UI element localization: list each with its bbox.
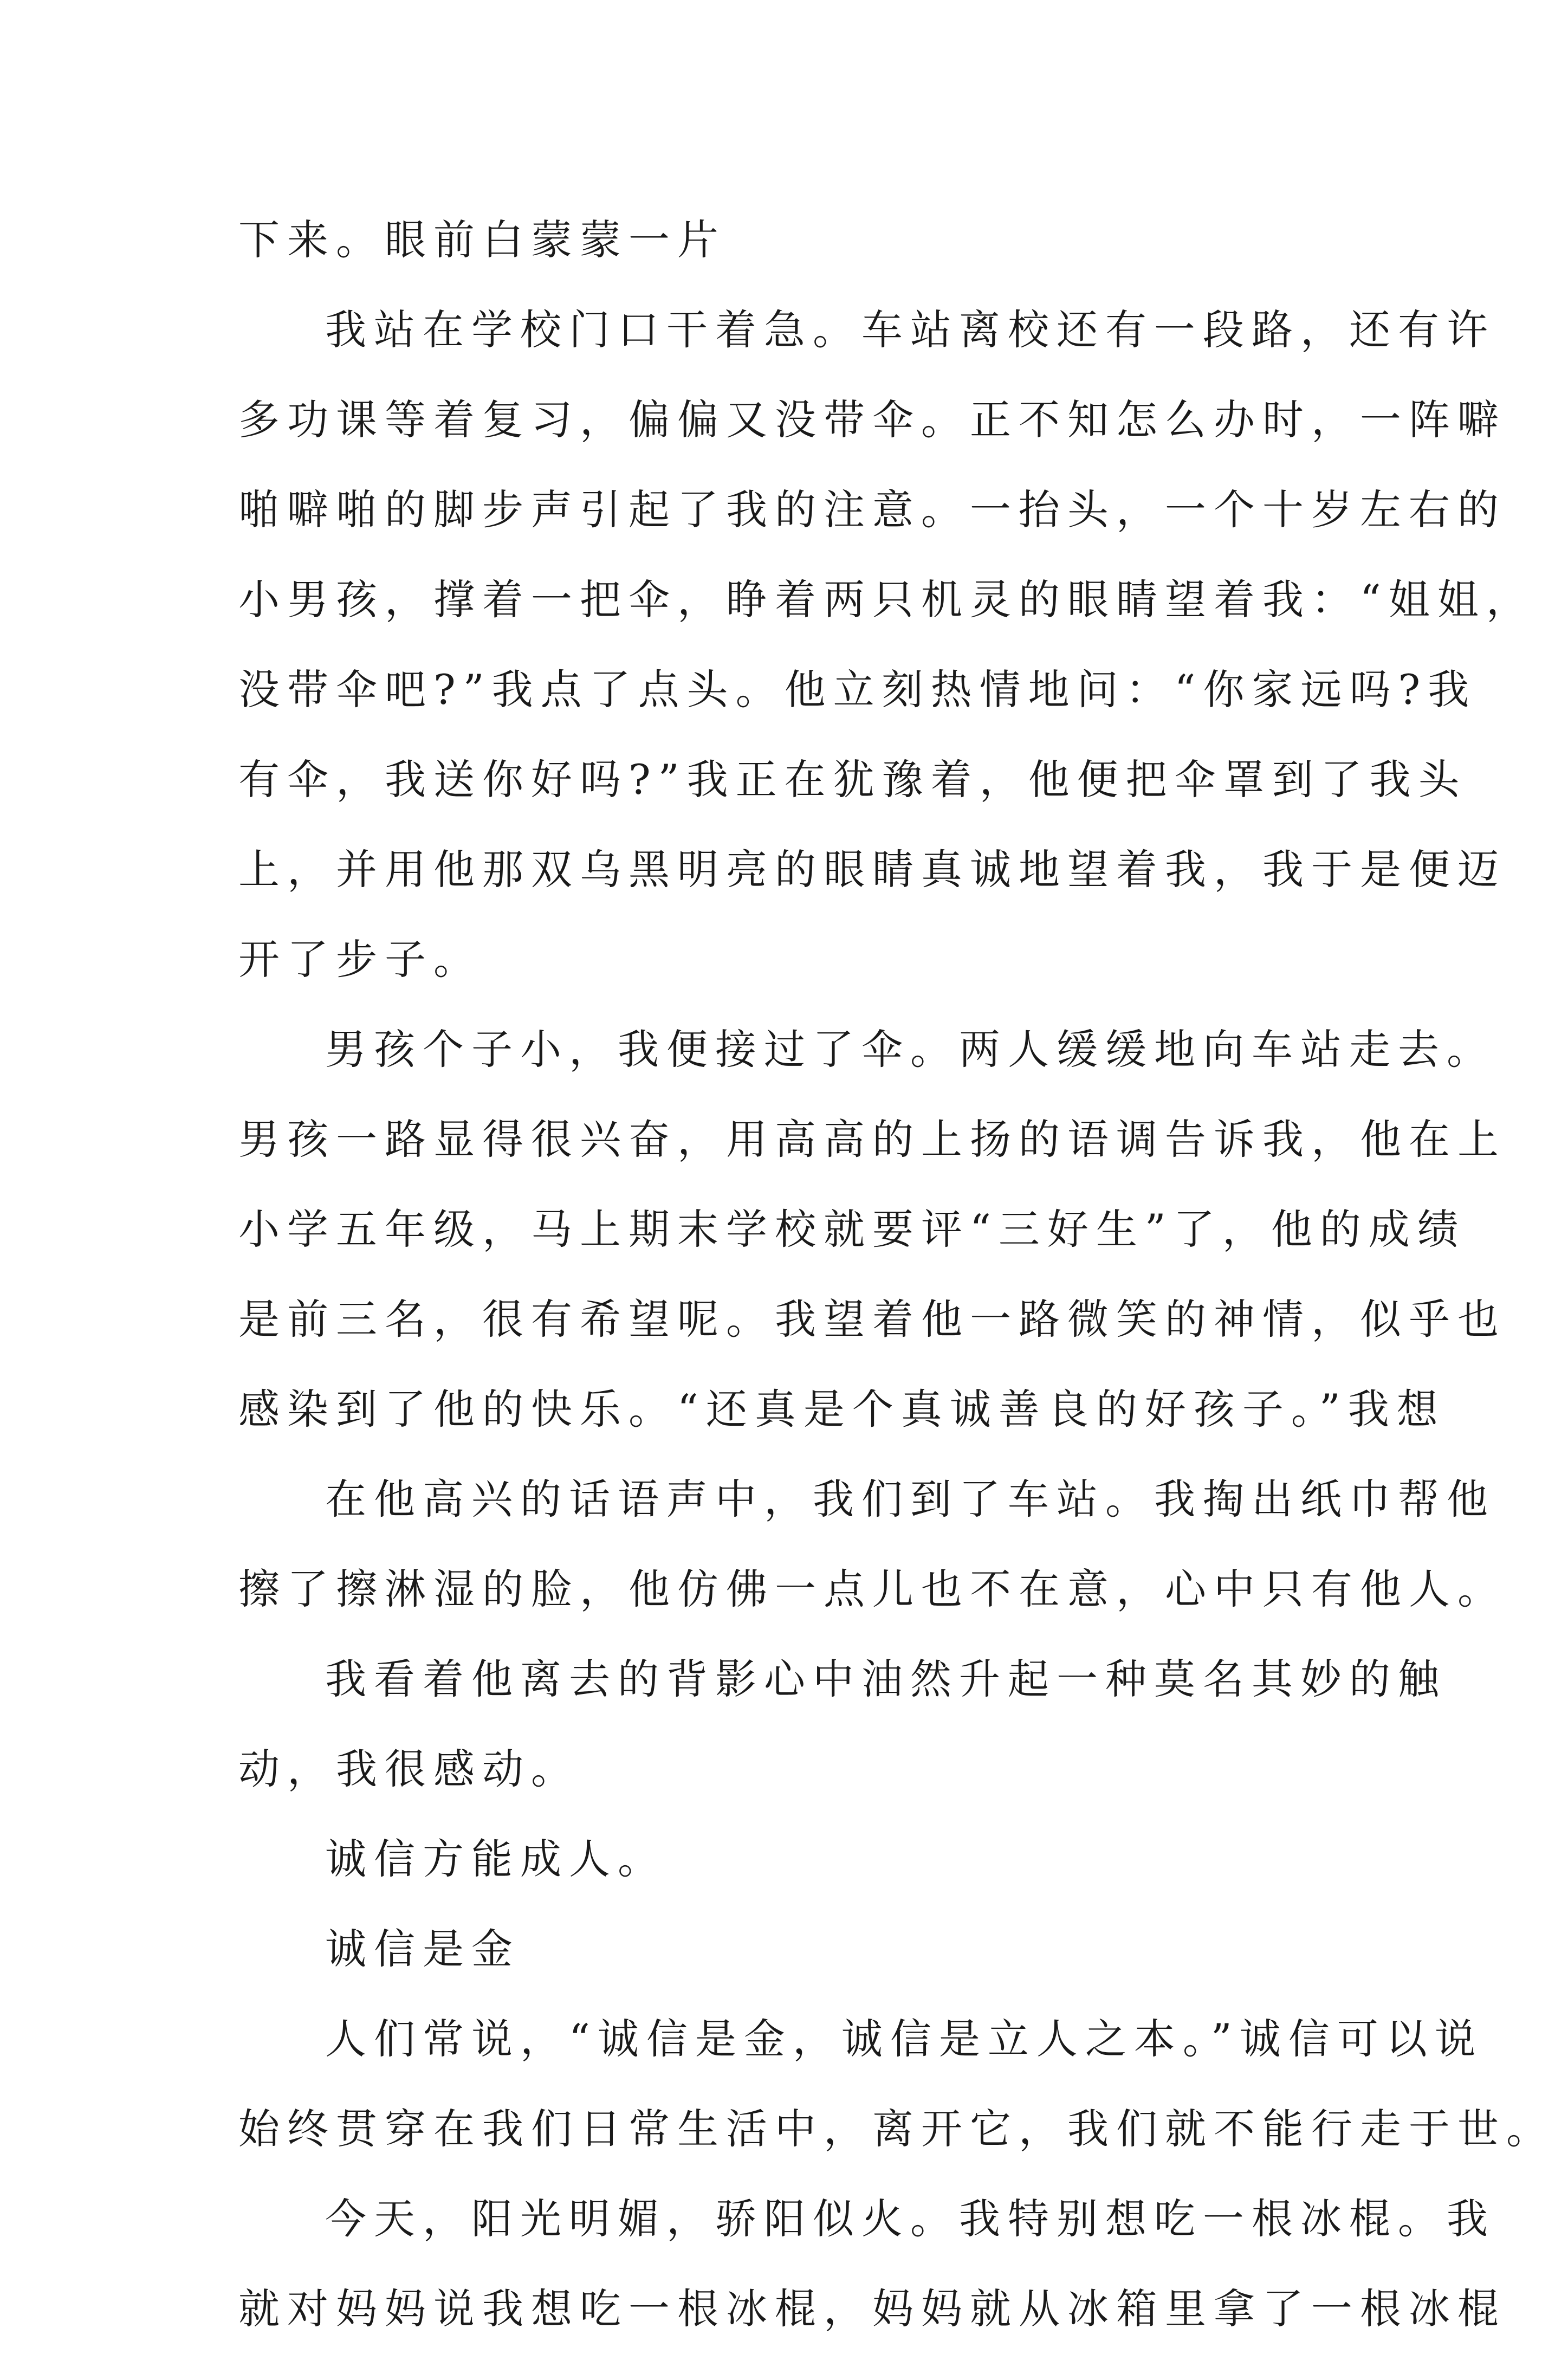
text-line: 多功课等着复习，偏偏又没带伞。正不知怎么办时，一阵噼 — [238, 396, 1506, 444]
text-line: 是前三名，很有希望呢。我望着他一路微笑的神情，似乎也 — [238, 1295, 1506, 1343]
text-line: 今天，阳光明媚，骄阳似火。我特别想吃一根冰棍。我 — [325, 2195, 1495, 2243]
text-line: 感染到了他的快乐。“还真是个真诚善良的好孩子。”我想 — [238, 1385, 1446, 1433]
body-text — [238, 195, 1555, 2354]
text-line: 啪噼啪的脚步声引起了我的注意。一抬头，一个十岁左右的 — [238, 486, 1506, 534]
text-line: 诚信方能成人。 — [325, 1835, 666, 1883]
text-line: 有伞，我送你好吗?”我正在犹豫着，他便把伞罩到了我头 — [238, 755, 1467, 804]
text-line: 动，我很感动。 — [238, 1745, 580, 1793]
text-line: 始终贯穿在我们日常生活中，离开它，我们就不能行走于世。 — [238, 2105, 1555, 2153]
text-line: 在他高兴的话语声中，我们到了车站。我掏出纸巾帮他 — [325, 1475, 1495, 1523]
text-line: 上，并用他那双乌黑明亮的眼睛真诚地望着我，我于是便迈 — [238, 845, 1506, 894]
text-line: 男孩一路显得很兴奋，用高高的上扬的语调告诉我，他在上 — [238, 1115, 1506, 1163]
text-line: 我站在学校门口干着急。车站离校还有一段路，还有许 — [325, 306, 1495, 354]
text-line: 人们常说，“诚信是金，诚信是立人之本。”诚信可以说 — [325, 2015, 1483, 2063]
text-line: 男孩个子小，我便接过了伞。两人缓缓地向车站走去。 — [325, 1025, 1495, 1073]
text-line: 小学五年级，马上期末学校就要评“三好生”了，他的成绩 — [238, 1205, 1466, 1253]
text-line: 开了步子。 — [238, 935, 482, 984]
text-line: 下来。眼前白蒙蒙一片 — [238, 216, 726, 264]
text-line: 小男孩，撑着一把伞，睁着两只机灵的眼睛望着我：“姐姐， — [238, 575, 1535, 624]
text-line: 就对妈妈说我想吃一根冰棍，妈妈就从冰箱里拿了一根冰棍 — [238, 2285, 1506, 2333]
text-line: 诚信是金 — [325, 1925, 520, 1973]
text-line: 擦了擦淋湿的脸，他仿佛一点儿也不在意，心中只有他人。 — [238, 1565, 1506, 1613]
text-line: 没带伞吧?”我点了点头。他立刻热情地问：“你家远吗?我 — [238, 665, 1477, 714]
text-line: 我看着他离去的背影心中油然升起一种莫名其妙的触 — [325, 1655, 1447, 1703]
